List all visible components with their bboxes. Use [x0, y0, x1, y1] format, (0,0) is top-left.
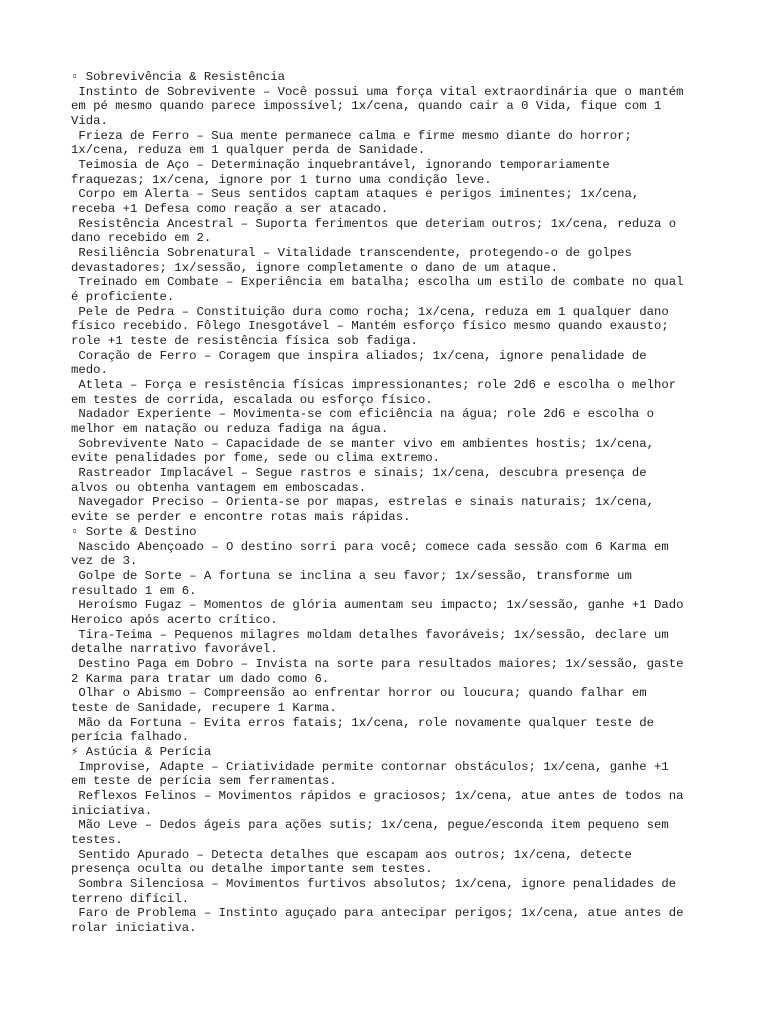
text-line: Nascido Abençoado – O destino sorri para você; comece cada sessão com 6 Karma em: [71, 539, 669, 554]
text-line: Mão Leve – Dedos ágeis para ações sutis; 1x/cena, pegue/esconda item pequeno sem: [71, 818, 669, 833]
text-line: em testes de corrida, escalada ou esforço físico.: [71, 392, 433, 407]
text-line: medo.: [71, 363, 108, 378]
text-line: terreno difícil.: [71, 891, 190, 906]
text-line: Pele de Pedra – Constituição dura como rocha; 1x/cena, reduza em 1 qualquer dano: [71, 304, 669, 319]
text-line: rolar iniciativa.: [71, 920, 197, 935]
text-line: role +1 teste de resistência física sob fadiga.: [71, 334, 418, 349]
text-line: Nadador Experiente – Movimenta-se com eficiência na água; role 2d6 e escolha o: [71, 407, 654, 422]
text-line: 2 Karma para tratar um dado como 6.: [71, 671, 330, 686]
text-line: Coração de Ferro – Coragem que inspira aliados; 1x/cena, ignore penalidade de: [71, 348, 647, 363]
text-line: iniciativa.: [71, 803, 153, 818]
text-line: devastadores; 1x/sessão, ignore completamente o dano de um ataque.: [71, 260, 559, 275]
text-line: resultado 1 em 6.: [71, 583, 197, 598]
text-line: Treinado em Combate – Experiência em batalha; escolha um estilo de combate no qual: [71, 275, 684, 290]
text-line: Tira-Teima – Pequenos milagres moldam detalhes favoráveis; 1x/sessão, declare um: [71, 627, 669, 642]
document-text: [71, 70, 711, 936]
text-line: Destino Paga em Dobro – Invista na sorte para resultados maiores; 1x/sessão, gaste: [71, 656, 684, 671]
text-line: Atleta – Força e resistência físicas impressionantes; role 2d6 e escolha o melhor: [71, 378, 677, 393]
text-line: Sentido Apurado – Detecta detalhes que escapam aos outros; 1x/cena, detecte: [71, 847, 632, 862]
text-line: melhor em natação ou reduza fadiga na água.: [71, 422, 389, 437]
text-line: ⚡ Astúcia & Perícia: [71, 744, 212, 759]
text-line: Sobrevivente Nato – Capacidade de se manter vivo em ambientes hostis; 1x/cena,: [71, 436, 654, 451]
text-line: presença oculta ou detalhe importante sem testes.: [71, 862, 433, 877]
text-line: dano recebido em 2.: [71, 231, 212, 246]
text-line: Vida.: [71, 114, 108, 129]
text-line: detalhe narrativo favorável.: [71, 642, 278, 657]
text-line: Rastreador Implacável – Segue rastros e sinais; 1x/cena, descubra presença de: [71, 466, 647, 481]
text-line: Instinto de Sobrevivente – Você possui uma força vital extraordinária que o mantém: [71, 84, 684, 99]
text-line: Sombra Silenciosa – Movimentos furtivos absolutos; 1x/cena, ignore penalidades de: [71, 876, 677, 891]
text-line: fraquezas; 1x/cena, ignore por 1 turno uma condição leve.: [71, 172, 492, 187]
text-line: evite se perder e encontre rotas mais rápidas.: [71, 510, 411, 525]
text-line: perícia falhado.: [71, 730, 190, 745]
text-line: Navegador Preciso – Orienta-se por mapas, estrelas e sinais naturais; 1x/cena,: [71, 495, 654, 510]
text-line: testes.: [71, 832, 123, 847]
text-line: em pé mesmo quando parece impossível; 1x/cena, quando cair a 0 Vida, fique com 1: [71, 99, 662, 114]
text-line: Olhar o Abismo – Compreensão ao enfrentar horror ou loucura; quando falhar em: [71, 686, 647, 701]
text-line: Mão da Fortuna – Evita erros fatais; 1x/cena, role novamente qualquer teste de: [71, 715, 654, 730]
text-line: Faro de Problema – Instinto aguçado para antecipar perigos; 1x/cena, atue antes de: [71, 906, 684, 921]
text-line: teste de Sanidade, recupere 1 Karma.: [71, 700, 337, 715]
text-line: é proficiente.: [71, 290, 175, 305]
text-line: vez de 3.: [71, 554, 138, 569]
text-line: alvos ou obtenha vantagem em emboscadas.: [71, 480, 367, 495]
text-line: Golpe de Sorte – A fortuna se inclina a seu favor; 1x/sessão, transforme um: [71, 568, 632, 583]
text-line: Reflexos Felinos – Movimentos rápidos e graciosos; 1x/cena, atue antes de todos na: [71, 788, 684, 803]
text-line: físico recebido. Fôlego Inesgotável – Mantém esforço físico mesmo quando exausto;: [71, 319, 669, 334]
text-line: Improvise, Adapte – Criatividade permite contornar obstáculos; 1x/cena, ganhe +1: [71, 759, 669, 774]
text-line: Corpo em Alerta – Seus sentidos captam ataques e perigos iminentes; 1x/cena,: [71, 187, 640, 202]
text-line: Frieza de Ferro – Sua mente permanece calma e firme mesmo diante do horror;: [71, 128, 632, 143]
text-line: evite penalidades por fome, sede ou clima extremo.: [71, 451, 440, 466]
text-line: Heroico após acerto crítico.: [71, 612, 278, 627]
text-line: Heroísmo Fugaz – Momentos de glória aumentam seu impacto; 1x/sessão, ganhe +1 Dado: [71, 598, 684, 613]
text-line: 1x/cena, reduza em 1 qualquer perda de Sanidade.: [71, 143, 426, 158]
text-line: Resistência Ancestral – Suporta ferimentos que deteriam outros; 1x/cena, reduza o: [71, 216, 677, 231]
text-line: ▫ Sorte & Destino: [71, 524, 197, 539]
text-line: Resiliência Sobrenatural – Vitalidade transcendente, protegendo-o de golpes: [71, 246, 632, 261]
text-line: Teimosia de Aço – Determinação inquebrantável, ignorando temporariamente: [71, 158, 610, 173]
text-line: receba +1 Defesa como reação a ser atacado.: [71, 202, 389, 217]
text-line: em teste de perícia sem ferramentas.: [71, 774, 337, 789]
text-line: ▫ Sobrevivência & Resistência: [71, 70, 286, 84]
